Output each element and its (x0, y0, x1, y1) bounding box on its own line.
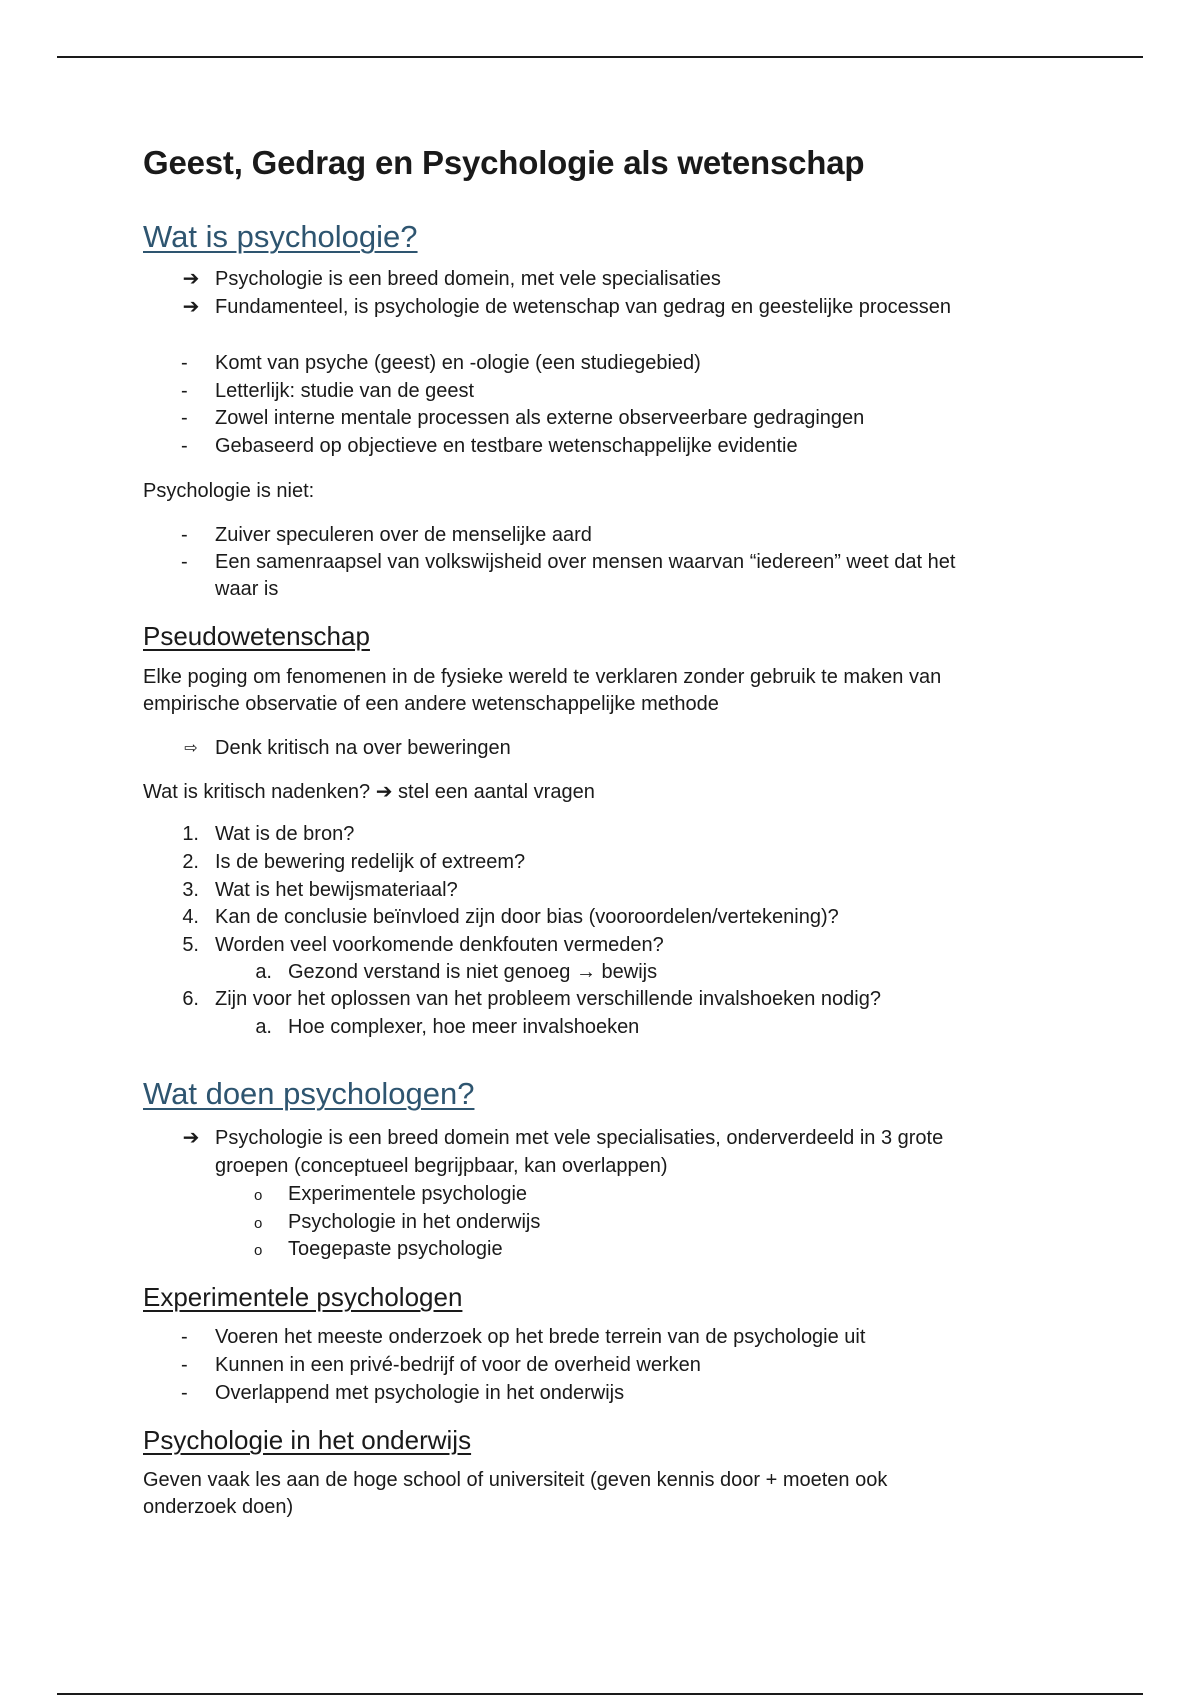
hollow-arrow-icon: ⇨ (184, 740, 198, 757)
dash-item: - Overlappend met psychologie in het onderwijs (215, 1380, 624, 1407)
document-title: Geest, Gedrag en Psychologie als wetenschap (143, 144, 865, 181)
arrow-bullet-icon: ➔ (182, 268, 200, 290)
dash-bullet: - (181, 524, 188, 546)
numbered-subitem: a. Gezond verstand is niet genoeg → bewijs (255, 961, 658, 983)
dash-bullet: - (181, 1354, 188, 1376)
dash-item: - Gebaseerd op objectieve en testbare wetenschappelijke evidentie (215, 433, 798, 460)
footer-rule (57, 1693, 1143, 1695)
arrow-item: ➔ Psychologie is een breed domein, met vele specialisaties (215, 266, 721, 293)
header-rule (57, 56, 1143, 58)
heading-wat-doen-psychologen: Wat doen psychologen? (143, 1076, 475, 1111)
heading-pseudowetenschap: Pseudowetenschap (143, 621, 370, 651)
onderwijs-text-line: Geven vaak les aan de hoge school of universiteit (geven kennis door + moeten ook (143, 1469, 888, 1491)
numbered-subitem: a. Hoe complexer, hoe meer invalshoeken (255, 1016, 640, 1038)
circle-bullet: o (254, 1187, 263, 1204)
numbered-item: 2. Is de bewering redelijk of extreem? (182, 851, 526, 873)
dash-bullet: - (181, 352, 188, 374)
heading-psychologie-in-het-onderwijs: Psychologie in het onderwijs (143, 1425, 472, 1455)
heading-experimentele-psychologen: Experimentele psychologen (143, 1282, 463, 1312)
dash-bullet: - (181, 435, 188, 457)
circle-bullet: o (254, 1215, 263, 1232)
dash-item: - Komt van psyche (geest) en -ologie (een studiegebied) (215, 350, 701, 377)
arrow-item: ➔ Psychologie is een breed domein met vele specialisaties, onderverdeeld in 3 grote (215, 1125, 943, 1152)
dash-bullet: - (181, 551, 188, 573)
numbered-item: 6. Zijn voor het oplossen van het probleem verschillende invalshoeken nodig? (182, 988, 881, 1010)
dash-item: - Een samenraapsel van volkswijsheid over mensen waarvan “iedereen” weet dat het (215, 549, 955, 576)
circle-item: o Experimentele psychologie (288, 1181, 527, 1208)
niet-label: Psychologie is niet: (143, 480, 315, 502)
arrow-bullet-icon: ➔ (182, 296, 200, 318)
definition-line: empirische observatie of een andere wetenschappelijke methode (143, 693, 719, 715)
arrow-item: ➔ Fundamenteel, is psychologie de wetenschap van gedrag en geestelijke processen (215, 294, 951, 321)
circle-item: o Toegepaste psychologie (288, 1236, 503, 1263)
dash-bullet: - (181, 1382, 188, 1404)
definition-line: Elke poging om fenomenen in de fysieke wereld te verklaren zonder gebruik te maken van (143, 666, 942, 688)
numbered-item: 1. Wat is de bron? (182, 823, 355, 845)
dash-item: - Zuiver speculeren over de menselijke aard (215, 522, 592, 549)
dash-item: - Zowel interne mentale processen als externe observeerbare gedragingen (215, 405, 864, 432)
dash-bullet: - (181, 1326, 188, 1348)
tip-item: ⇨ Denk kritisch na over beweringen (215, 735, 511, 762)
circle-bullet: o (254, 1242, 263, 1259)
arrow-item-continuation: groepen (conceptueel begrijpbaar, kan overlappen) (215, 1155, 668, 1177)
onderwijs-text-line: onderzoek doen) (143, 1496, 294, 1518)
dash-bullet: - (181, 407, 188, 429)
numbered-item: 4. Kan de conclusie beïnvloed zijn door bias (vooroordelen/vertekening)? (182, 906, 839, 928)
dash-bullet: - (181, 380, 188, 402)
dash-item-continuation: waar is (215, 578, 279, 600)
question-intro: Wat is kritisch nadenken? ➔ stel een aantal vragen (143, 781, 595, 803)
numbered-item: 3. Wat is het bewijsmateriaal? (182, 879, 458, 901)
dash-item: - Kunnen in een privé-bedrijf of voor de overheid werken (215, 1352, 701, 1379)
circle-item: o Psychologie in het onderwijs (288, 1209, 540, 1236)
numbered-item: 5. Worden veel voorkomende denkfouten vermeden? (182, 934, 664, 956)
arrow-bullet-icon: ➔ (182, 1127, 200, 1149)
heading-wat-is-psychologie: Wat is psychologie? (143, 219, 418, 254)
dash-item: - Voeren het meeste onderzoek op het brede terrein van de psychologie uit (215, 1324, 865, 1351)
dash-item: - Letterlijk: studie van de geest (215, 378, 474, 405)
